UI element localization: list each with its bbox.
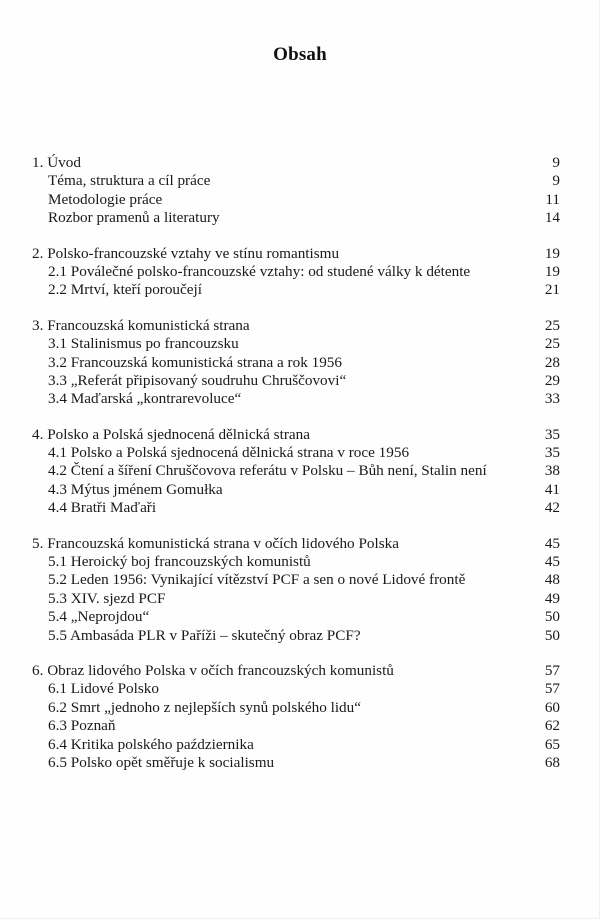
toc-subsection-entry (32, 680, 560, 698)
toc-section (32, 662, 560, 772)
toc-page-number: 68 (544, 753, 560, 771)
toc-subsection-title: Metodologie práce (48, 190, 163, 208)
toc-subsection-entry (32, 281, 560, 299)
toc-section (32, 245, 560, 300)
toc-page-number: 41 (544, 480, 560, 498)
toc-page-number: 48 (544, 571, 560, 589)
toc-chapter-title: 4. Polsko a Polská sjednocená dělnická strana (32, 425, 310, 443)
toc-chapter-title: 6. Obraz lidového Polska v očích francouzských komunistů (32, 661, 394, 679)
toc-subsection-title: 2.1 Poválečné polsko-francouzské vztahy: od studené války k détente (48, 262, 471, 280)
toc-subsection-entry (32, 263, 560, 281)
toc-page-number: 45 (544, 553, 560, 571)
toc-chapter-entry (32, 245, 560, 263)
toc-chapter-title: 2. Polsko-francouzské vztahy ve stínu romantismu (32, 244, 340, 262)
toc-subsection-title: 3.3 „Referát připisovaný soudruhu Chruščovovi“ (48, 371, 347, 389)
toc-chapter-entry (32, 662, 560, 680)
toc-page-number: 19 (544, 244, 560, 262)
toc-subsection-entry (32, 571, 560, 589)
toc-page-number: 45 (544, 534, 560, 552)
toc-subsection-entry (32, 209, 560, 227)
toc-subsection-entry (32, 481, 560, 499)
toc-section (32, 154, 560, 228)
toc-subsection-title: 4.1 Polsko a Polská sjednocená dělnická strana v roce 1956 (48, 444, 410, 462)
toc-subsection-title: 5.1 Heroický boj francouzských komunistů (48, 553, 311, 571)
toc-page-number: 9 (552, 172, 560, 190)
toc-page-number: 14 (544, 209, 560, 227)
toc-subsection-title: 2.2 Mrtví, kteří poroučejí (48, 281, 202, 299)
toc-section (32, 535, 560, 645)
toc-subsection-title: 6.2 Smrt „jednoho z nejlepších synů polského lidu“ (48, 698, 361, 716)
toc-subsection-entry (32, 553, 560, 571)
toc-subsection-title: 3.4 Maďarská „kontrarevoluce“ (48, 390, 242, 408)
toc-chapter-title: 1. Úvod (32, 154, 81, 171)
toc-subsection-title: 5.3 XIV. sjezd PCF (48, 589, 166, 607)
toc-subsection-entry (32, 354, 560, 372)
toc-subsection-entry (32, 699, 560, 717)
toc-subsection-entry (32, 736, 560, 754)
toc-chapter-title: 3. Francouzská komunistická strana (32, 316, 250, 334)
toc-page-number: 42 (544, 499, 560, 517)
toc-subsection-entry (32, 462, 560, 480)
toc-page-number: 28 (544, 353, 560, 371)
toc-chapter-title: 5. Francouzská komunistická strana v očích lidového Polska (32, 534, 399, 552)
toc-subsection-entry (32, 372, 560, 390)
table-of-contents (32, 154, 560, 789)
toc-subsection-title: 5.5 Ambasáda PLR v Paříži – skutečný obraz PCF? (48, 626, 361, 644)
toc-subsection-title: 5.4 „Neprojdou“ (48, 608, 150, 626)
toc-chapter-entry (32, 535, 560, 553)
toc-page-number: 19 (544, 262, 560, 280)
toc-page-number: 33 (544, 390, 560, 408)
toc-page-number: 50 (544, 608, 560, 626)
toc-subsection-title: 6.5 Polsko opět směřuje k socialismu (48, 753, 275, 771)
toc-subsection-title: 3.2 Francouzská komunistická strana a rok 1956 (48, 353, 342, 371)
toc-page-number: 62 (544, 717, 560, 735)
toc-subsection-entry (32, 444, 560, 462)
toc-chapter-entry (32, 426, 560, 444)
toc-page-number: 25 (544, 335, 560, 353)
toc-subsection-title: 6.4 Kritika polského października (48, 735, 254, 753)
toc-chapter-entry (32, 154, 560, 172)
toc-subsection-title: Rozbor pramenů a literatury (48, 209, 220, 227)
toc-chapter-entry (32, 317, 560, 335)
toc-section (32, 317, 560, 409)
toc-subsection-title: 5.2 Leden 1956: Vynikající vítězství PCF a sen o nové Lidové frontě (48, 571, 466, 589)
toc-page-number: 35 (544, 425, 560, 443)
toc-subsection-entry (32, 608, 560, 626)
toc-subsection-entry (32, 390, 560, 408)
toc-subsection-entry (32, 172, 560, 190)
toc-subsection-title: 6.3 Poznaň (48, 717, 116, 735)
toc-page-number: 57 (544, 661, 560, 679)
toc-page-number: 9 (552, 154, 560, 171)
toc-subsection-entry (32, 499, 560, 517)
toc-page-number: 29 (544, 371, 560, 389)
toc-subsection-title: 4.3 Mýtus jménem Gomułka (48, 480, 223, 498)
toc-subsection-title: Téma, struktura a cíl práce (48, 172, 211, 190)
toc-subsection-entry (32, 717, 560, 735)
toc-page-number: 38 (544, 462, 560, 480)
toc-page-number: 25 (544, 316, 560, 334)
toc-subsection-title: 4.2 Čtení a šíření Chruščovova referátu v Polsku – Bůh není, Stalin není (48, 462, 487, 480)
toc-page-number: 21 (544, 281, 560, 299)
toc-subsection-entry (32, 191, 560, 209)
toc-subsection-title: 4.4 Bratři Maďaři (48, 499, 157, 517)
toc-page-number: 11 (545, 190, 560, 208)
toc-page-number: 65 (544, 735, 560, 753)
toc-page-number: 50 (544, 626, 560, 644)
toc-subsection-entry (32, 590, 560, 608)
toc-page-number: 60 (544, 698, 560, 716)
toc-section (32, 426, 560, 518)
toc-subsection-entry (32, 335, 560, 353)
toc-subsection-title: 6.1 Lidové Polsko (48, 680, 159, 698)
toc-subsection-entry (32, 627, 560, 645)
toc-page-number: 35 (544, 444, 560, 462)
toc-page-number: 57 (544, 680, 560, 698)
toc-subsection-title: 3.1 Stalinismus po francouzsku (48, 335, 239, 353)
page-title: Obsah (273, 44, 327, 65)
toc-page-number: 49 (544, 589, 560, 607)
toc-subsection-entry (32, 754, 560, 772)
